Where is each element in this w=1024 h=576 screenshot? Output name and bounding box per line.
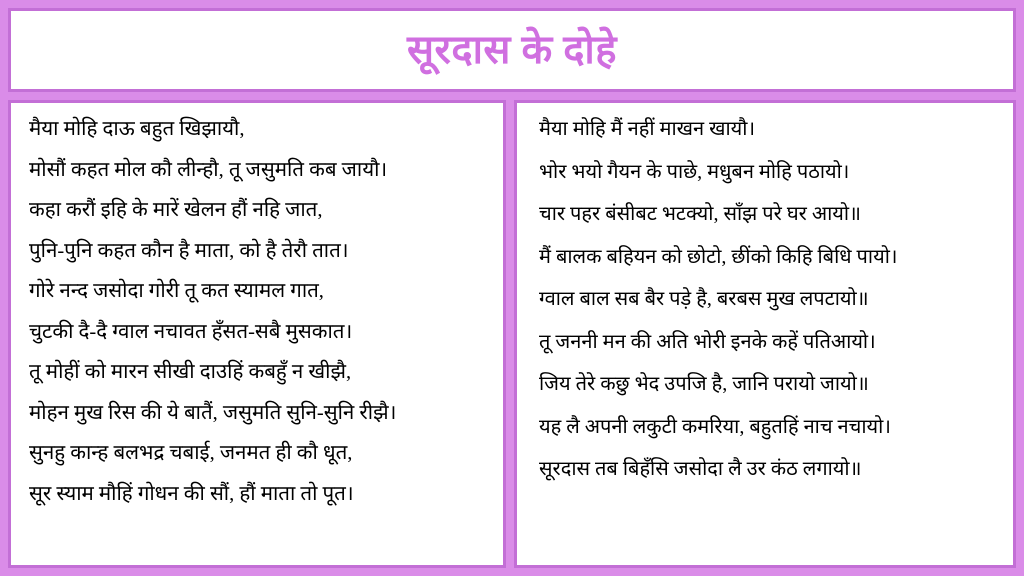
poem-line: गोरे नन्द जसोदा गोरी तू कत स्यामल गात,: [29, 280, 324, 302]
poem-line: तू मोहीं को मारन सीखी दाउहिं कबहुँ न खीझै,: [29, 361, 352, 383]
poem-line: यह लै अपनी लकुटी कमरिया, बहुतहिं नाच नचायो।: [539, 415, 891, 438]
poem-line: कहा करौं इहि के मारें खेलन हौं नहि जात,: [29, 199, 323, 221]
left-poem-column: [8, 100, 506, 568]
page-title: सूरदास के दोहे: [406, 27, 618, 72]
poem-line: सुनहु कान्ह बलभद्र चबाई, जनमत ही कौ धूत,: [29, 442, 353, 464]
title-bar: [8, 8, 1016, 92]
poem-line: चुटकी दै-दै ग्वाल नचावत हँसत-सबै मुसकात।: [29, 320, 353, 343]
poem-line: तू जननी मन की अति भोरी इनके कहें पतिआयो।: [539, 330, 876, 353]
poem-columns: [8, 100, 1016, 568]
poem-line: सूरदास तब बिहँसि जसोदा लै उर कंठ लगायो॥: [539, 458, 862, 480]
poem-line: ग्वाल बाल सब बैर पड़े है, बरबस मुख लपटायो॥: [539, 288, 869, 310]
poem-line: मोहन मुख रिस की ये बातैं, जसुमति सुनि-सुनि रीझै।: [29, 401, 397, 424]
poem-line: मैं बालक बहियन को छोटो, छींको किहि बिधि पायो।: [539, 245, 898, 268]
poem-line: सूर स्याम मौहिं गोधन की सौं, हौं माता तो पूत।: [29, 482, 354, 505]
poem-line: मोसौं कहत मोल कौ लीन्हौ, तू जसुमति कब जायौ।: [29, 158, 388, 181]
right-poem-column: [514, 100, 1016, 568]
poem-line: चार पहर बंसीबट भटक्यो, साँझ परे घर आयो॥: [539, 203, 862, 225]
poem-line: भोर भयो गैयन के पाछे, मधुबन मोहि पठायो।: [539, 160, 850, 183]
poem-line: मैया मोहि मैं नहीं माखन खायौ।: [539, 118, 756, 140]
poem-line: पुनि-पुनि कहत कौन है माता, को है तेरौ तात।: [29, 239, 349, 262]
poem-line: मैया मोहि दाऊ बहुत खिझायौ,: [29, 118, 245, 140]
poem-line: जिय तेरे कछु भेद उपजि है, जानि परायो जायो॥: [539, 373, 869, 395]
